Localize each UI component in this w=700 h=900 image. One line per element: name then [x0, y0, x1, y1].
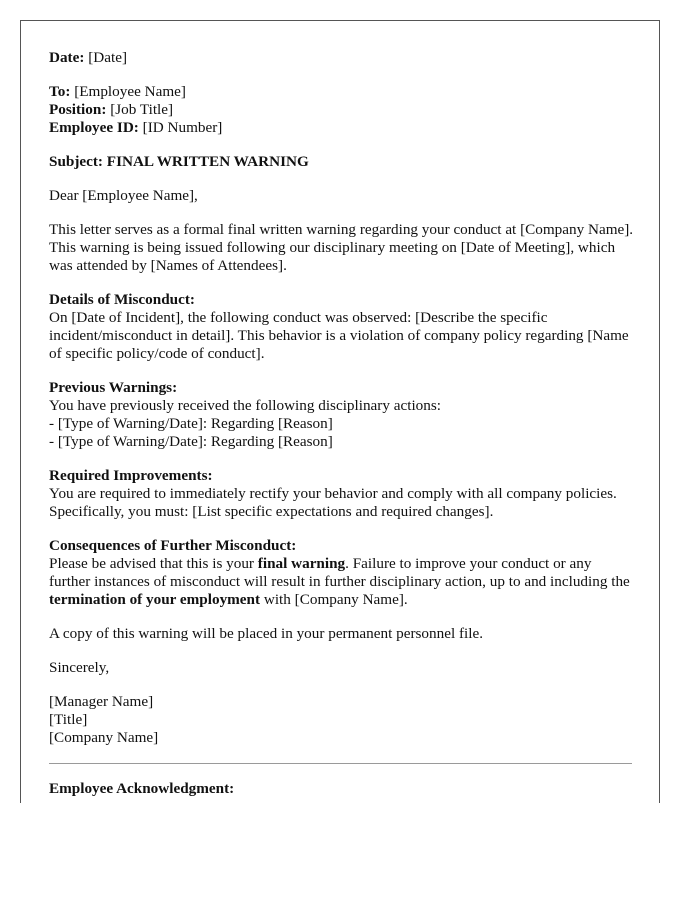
- previous-warnings-section: [49, 379, 634, 451]
- signature-company: [Company Name]: [49, 729, 159, 746]
- position-value: [Job Title]: [110, 101, 174, 118]
- previous-warning-item: - [Type of Warning/Date]: Regarding [Reason]: [49, 415, 333, 432]
- improvements-body: You are required to immediately rectify your behavior and comply with all company policies. Specifically, you must: [List specific expectations and required changes].: [49, 485, 617, 520]
- signature-block: [49, 693, 634, 747]
- letter-content: [49, 49, 634, 803]
- misconduct-section: [49, 291, 634, 363]
- final-warning-emphasis: final warning: [257, 555, 346, 572]
- subject-line: [49, 153, 634, 171]
- employee-id-label: Employee ID:: [49, 119, 139, 136]
- signature-title: [Title]: [49, 711, 88, 728]
- misconduct-heading: Details of Misconduct:: [49, 291, 195, 308]
- recipient-block: [49, 83, 634, 137]
- acknowledgment-heading: Employee Acknowledgment:: [49, 780, 235, 797]
- file-note: A copy of this warning will be placed in your permanent personnel file.: [49, 625, 483, 642]
- misconduct-body: On [Date of Incident], the following conduct was observed: [Describe the specific incident/misconduct in detail]. This behavior is a violation of company policy regarding [Name of specific policy/code of conduct].: [49, 309, 629, 362]
- employee-id-value: [ID Number]: [142, 119, 223, 136]
- section-divider: [49, 763, 632, 764]
- previous-warning-item: - [Type of Warning/Date]: Regarding [Reason]: [49, 433, 333, 450]
- consequences-section: [49, 537, 634, 609]
- consequences-text-1: Please be advised that this is your: [49, 555, 258, 572]
- closing: Sincerely,: [49, 659, 110, 676]
- employee-id-line: [49, 119, 634, 137]
- position-line: [49, 101, 634, 119]
- to-value: [Employee Name]: [74, 83, 186, 100]
- consequences-text-3: with [Company Name].: [260, 591, 408, 608]
- to-line: [49, 83, 634, 101]
- date-line: [49, 49, 634, 67]
- date-label: Date:: [49, 49, 85, 66]
- signature-name: [Manager Name]: [49, 693, 154, 710]
- previous-warnings-heading: Previous Warnings:: [49, 379, 178, 396]
- salutation: Dear [Employee Name],: [49, 187, 198, 204]
- improvements-heading: Required Improvements:: [49, 467, 213, 484]
- subject-label: Subject:: [49, 153, 103, 170]
- improvements-section: [49, 467, 634, 521]
- termination-emphasis: termination of your employment: [49, 591, 261, 608]
- previous-warnings-intro: You have previously received the following disciplinary actions:: [49, 397, 441, 414]
- date-value: [Date]: [88, 49, 128, 66]
- position-label: Position:: [49, 101, 107, 118]
- to-label: To:: [49, 83, 71, 100]
- intro-paragraph: This letter serves as a formal final written warning regarding your conduct at [Company Name]. This warning is being issued following our disciplinary meeting on [Date of Meeting], which was attended by [Names of Attendees].: [49, 221, 634, 274]
- consequences-text-2: . Failure to improve your conduct or any further instances of misconduct will result in further disciplinary action, up to and including the: [49, 555, 630, 590]
- subject-value: FINAL WRITTEN WARNING: [106, 153, 309, 170]
- letter-page: [20, 20, 660, 803]
- consequences-heading: Consequences of Further Misconduct:: [49, 537, 297, 554]
